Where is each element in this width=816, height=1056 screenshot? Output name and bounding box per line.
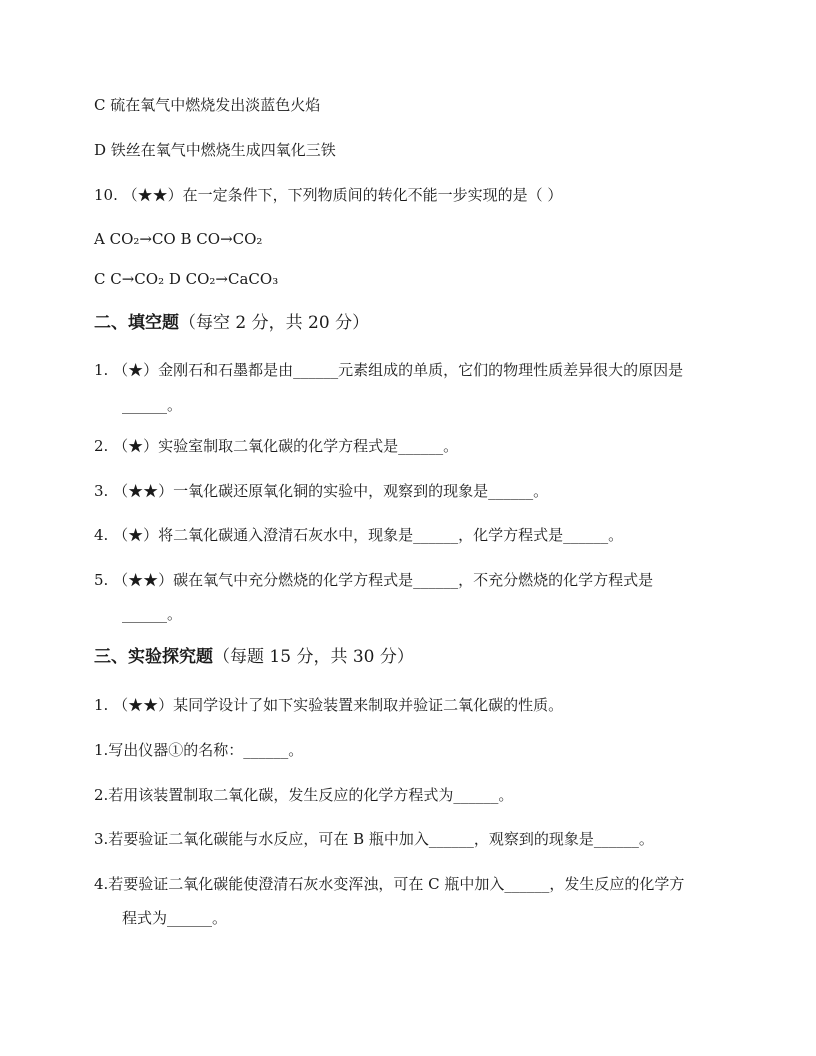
fill-question-5-cont: ______。: [122, 605, 183, 623]
experiment-subquestion-3: 3.若要验证二氧化碳能与水反应，可在 B 瓶中加入______，观察到的现象是______。: [94, 830, 654, 848]
fill-question-1-cont: ______。: [122, 396, 183, 414]
section-2-heading: [94, 312, 369, 334]
question-10: 10. （★★）在一定条件下，下列物质间的转化不能一步实现的是（ ）: [94, 186, 563, 204]
experiment-question-1: 1. （★★）某同学设计了如下实验装置来制取并验证二氧化碳的性质。: [94, 696, 564, 714]
option-d-iron: D 铁丝在氧气中燃烧生成四氧化三铁: [94, 141, 336, 159]
experiment-subquestion-4-cont: 程式为______。: [122, 909, 228, 927]
option-c-sulfur: C 硫在氧气中燃烧发出淡蓝色火焰: [94, 96, 321, 114]
fill-question-2: 2. （★）实验室制取二氧化碳的化学方程式是______。: [94, 437, 459, 455]
fill-question-1: 1. （★）金刚石和石墨都是由______元素组成的单质，它们的物理性质差异很大的原因是: [94, 361, 684, 379]
question-10-options-cd: C C→CO₂ D CO₂→CaCO₃: [94, 270, 279, 288]
experiment-subquestion-1: 1.写出仪器①的名称：______。: [94, 741, 304, 759]
question-10-options-ab: A CO₂→CO B CO→CO₂: [94, 230, 263, 248]
section-2-note: （每空 2 分，共 20 分）: [179, 313, 370, 333]
fill-question-5: 5. （★★）碳在氧气中充分燃烧的化学方程式是______，不充分燃烧的化学方程式是: [94, 571, 654, 589]
experiment-subquestion-2: 2.若用该装置制取二氧化碳，发生反应的化学方程式为______。: [94, 786, 514, 804]
fill-question-4: 4. （★）将二氧化碳通入澄清石灰水中，现象是______，化学方程式是______。: [94, 526, 624, 544]
section-3-heading: [94, 646, 414, 668]
section-3-title: 三、实验探究题: [94, 647, 213, 667]
fill-question-3: 3. （★★）一氧化碳还原氧化铜的实验中，观察到的现象是______。: [94, 482, 549, 500]
experiment-subquestion-4: 4.若要验证二氧化碳能使澄清石灰水变浑浊，可在 C 瓶中加入______，发生反应的化学方: [94, 875, 685, 893]
section-3-note: （每题 15 分，共 30 分）: [213, 647, 414, 667]
section-2-title: 二、填空题: [94, 313, 179, 333]
